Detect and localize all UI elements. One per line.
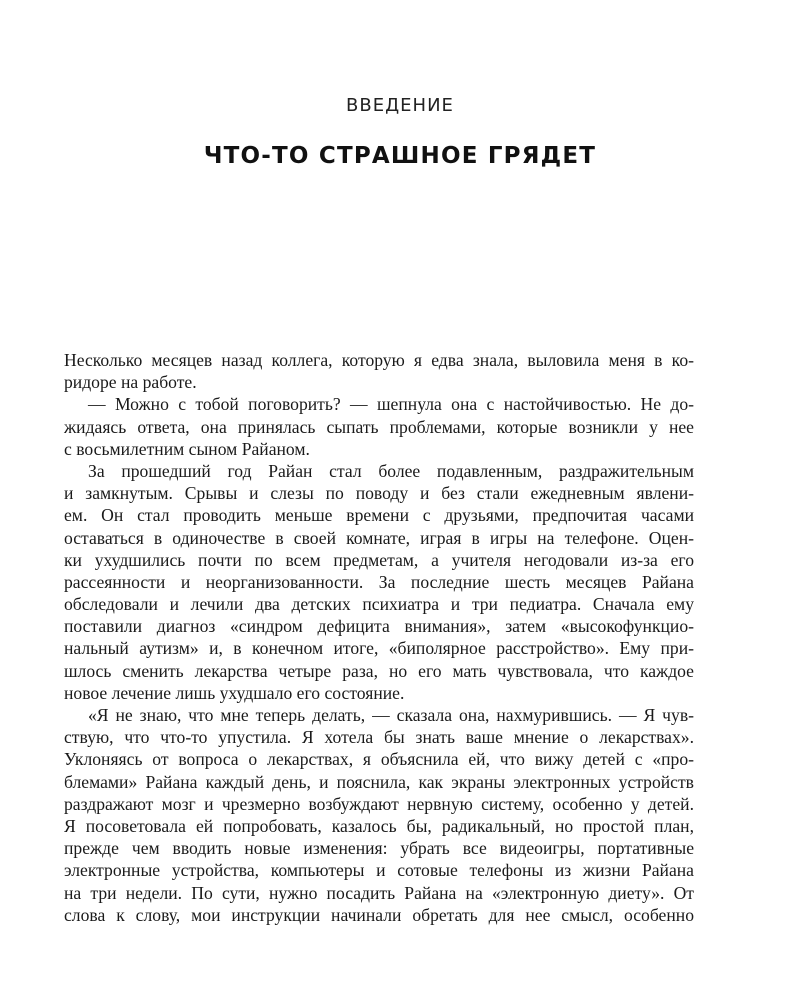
- text-line: рассеянности и неорганизованности. За последние шесть месяцев Райана: [64, 571, 694, 592]
- text-line: ридоре на работе.: [64, 372, 197, 393]
- text-line: За прошедший год Райан стал более подавленным, раздражительным: [88, 460, 694, 481]
- text-line: и замкнутым. Срывы и слезы по поводу и без стали ежедневным явлени-: [64, 483, 694, 504]
- text-line: Я посоветовала ей попробовать, казалось бы, радикальный, но простой план,: [64, 815, 694, 836]
- text-line: Уклоняясь от вопроса о лекарствах, я объяснила ей, что вижу детей с «про-: [64, 749, 694, 770]
- chapter-label: ВВЕДЕНИЕ: [346, 95, 454, 116]
- text-line: обследовали и лечили два детских психиатра и три педиатра. Сначала ему: [64, 594, 694, 615]
- text-line: нальный аутизм» и, в конечном итоге, «биполярное расстройство». Ему при-: [64, 638, 694, 659]
- text-line: поставили диагноз «синдром дефицита внимания», затем «высокофункцио-: [64, 616, 694, 637]
- text-line: ствую, что что-то упустила. Я хотела бы знать ваше мнение о лекарствах».: [64, 727, 694, 748]
- text-line: раздражают мозг и чрезмерно возбуждают нервную систему, особенно у детей.: [64, 793, 694, 814]
- text-line: — Можно с тобой поговорить? — шепнула она с настойчивостью. Не до-: [88, 394, 694, 415]
- text-line: шлось сменить лекарства четыре раза, но его мать чувствовала, что каждое: [64, 660, 694, 681]
- text-line: с восьмилетним сыном Райаном.: [64, 438, 310, 459]
- text-line: прежде чем вводить новые изменения: убрать все видеоигры, портативные: [64, 838, 694, 859]
- text-line: ки ухудшились почти по всем предметам, а учителя негодовали из-за его: [64, 549, 694, 570]
- text-line: ем. Он стал проводить меньше времени с друзьями, предпочитая часами: [64, 505, 694, 526]
- text-line: «Я не знаю, что мне теперь делать, — сказала она, нахмурившись. — Я чув-: [88, 705, 694, 725]
- body-text: [64, 349, 694, 926]
- chapter-title: ЧТО-ТО СТРАШНОЕ ГРЯДЕТ: [203, 143, 597, 169]
- text-line: слова к слову, мои инструкции начинали обретать для нее смысл, особенно: [64, 904, 694, 925]
- text-line: электронные устройства, компьютеры и сотовые телефоны из жизни Райана: [64, 860, 694, 881]
- text-line: оставаться в одиночестве в своей комнате, играя в игры на телефоне. Оцен-: [64, 527, 694, 548]
- text-line: жидаясь ответа, она принялась сыпать проблемами, которые возникли у нее: [64, 416, 694, 437]
- text-line: Несколько месяцев назад коллега, которую я едва знала, выловила меня в ко-: [64, 350, 694, 370]
- text-line: на три недели. По сути, нужно посадить Райана на «электронную диету». От: [64, 882, 694, 903]
- text-line: новое лечение лишь ухудшало его состояние.: [64, 682, 405, 703]
- text-line: блемами» Райана каждый день, и пояснила, как экраны электронных устройств: [64, 771, 694, 792]
